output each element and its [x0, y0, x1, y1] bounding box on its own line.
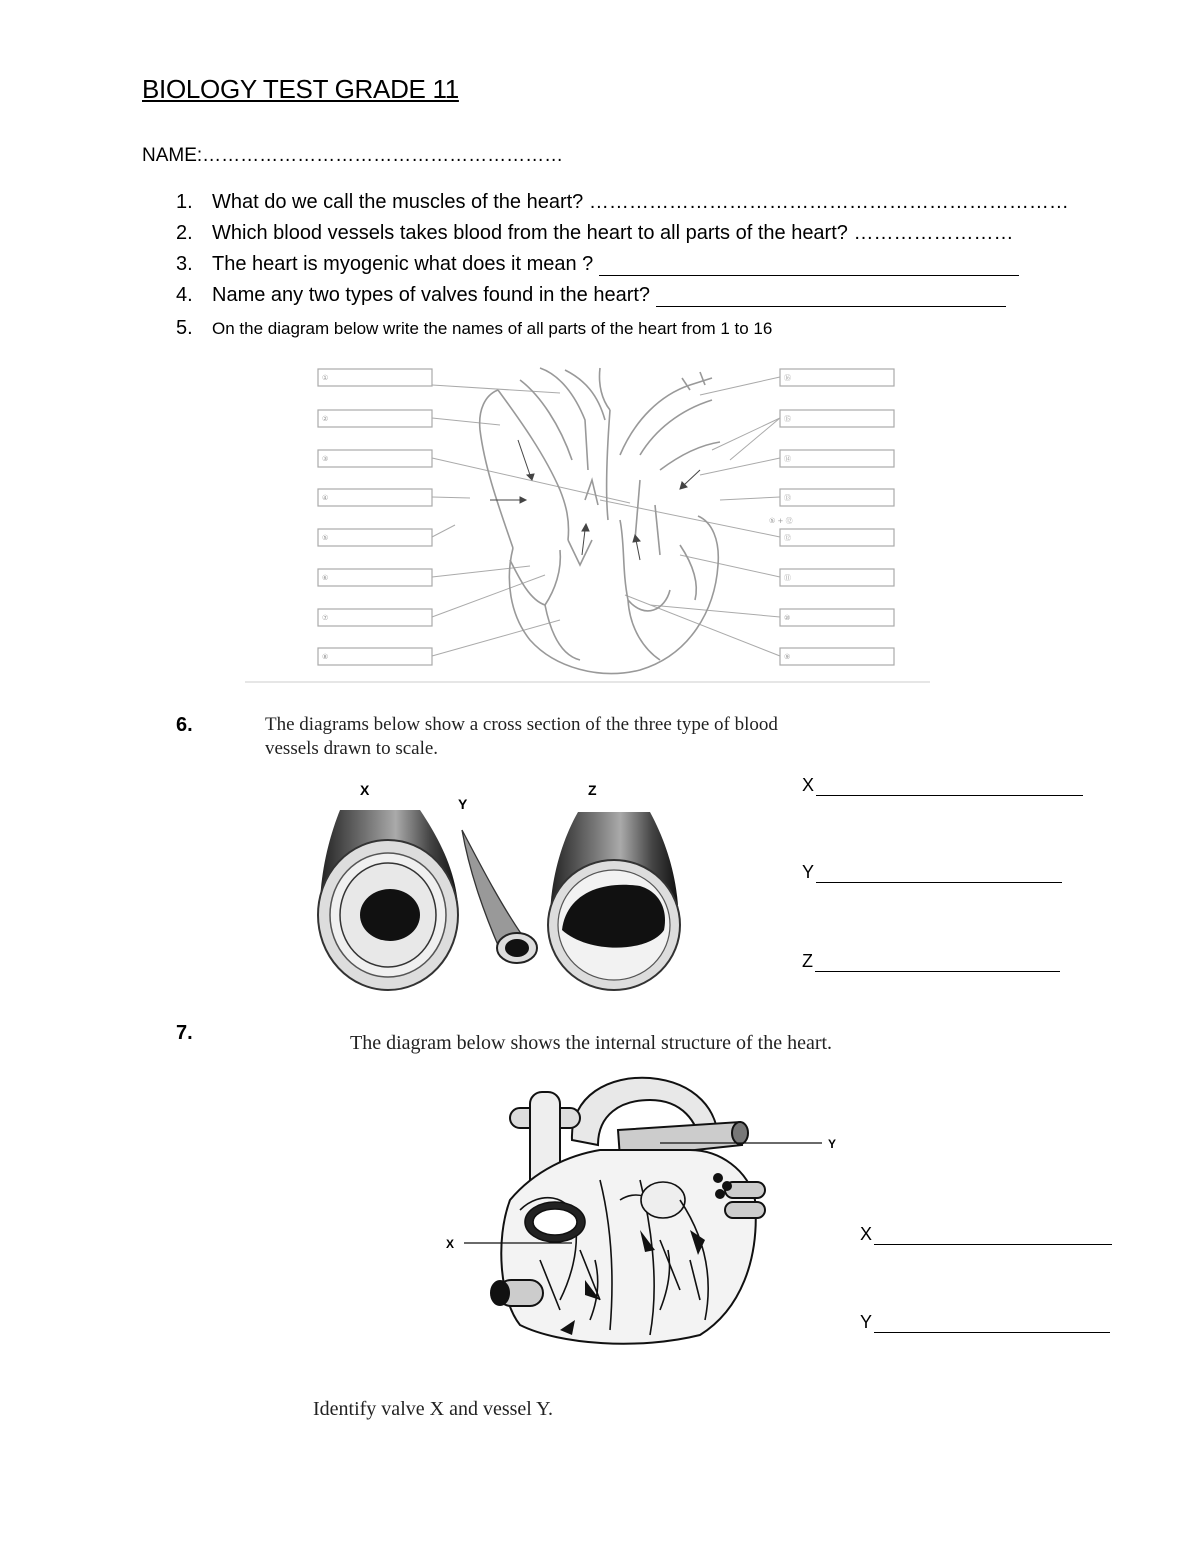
- question-6-number: 6.: [176, 714, 193, 736]
- vessel-label-z: Z: [588, 782, 597, 798]
- answer-label: Z: [802, 951, 813, 971]
- question-number: 3.: [176, 253, 193, 275]
- answer-label: Y: [860, 1312, 873, 1332]
- side-note: ⑤ + ⑫: [769, 517, 793, 525]
- page-title: BIOLOGY TEST GRADE 11: [142, 74, 459, 104]
- question-6-text-line-1: The diagrams below show a cross section of the three type of blood: [265, 714, 778, 735]
- right-label-number: ⑨: [784, 653, 791, 661]
- question-text: The heart is myogenic what does it mean ?: [212, 253, 599, 275]
- left-label-number: ②: [322, 415, 329, 423]
- left-label-number: ③: [322, 455, 329, 463]
- question-number: 5.: [176, 317, 193, 339]
- question-text: Which blood vessels takes blood from the heart to all parts of the heart? ……………………: [212, 222, 1014, 244]
- question-text: Name any two types of valves found in the heart?: [212, 284, 656, 306]
- diagram-label-x: X: [446, 1237, 455, 1251]
- right-label-number: ⑭: [784, 455, 791, 463]
- question-7-number: 7.: [176, 1022, 193, 1044]
- right-label-number: ⑪: [784, 574, 791, 582]
- diagram-label-y: Y: [828, 1137, 837, 1151]
- answer-label: Y: [802, 862, 815, 882]
- answer-label: X: [802, 775, 815, 795]
- question-number: 1.: [176, 191, 193, 213]
- question-7-instruction: Identify valve X and vessel Y.: [313, 1398, 553, 1420]
- question-number: 2.: [176, 222, 193, 244]
- vessel-label-y: Y: [458, 796, 468, 812]
- name-field-label: NAME:…………………………………………………: [142, 145, 564, 166]
- question-6-text-line-2: vessels drawn to scale.: [265, 738, 439, 759]
- question-7-caption: The diagram below shows the internal structure of the heart.: [350, 1032, 833, 1054]
- right-label-number: ⑮: [784, 415, 791, 423]
- answer-label: X: [860, 1224, 873, 1244]
- vessel-label-x: X: [360, 782, 370, 798]
- question-text: What do we call the muscles of the heart? ………………………………………………………………: [212, 191, 1069, 213]
- left-label-number: ⑧: [322, 653, 329, 661]
- left-label-number: ⑦: [322, 614, 329, 622]
- answer-valve-x[interactable]: [860, 1224, 1112, 1245]
- left-label-number: ④: [322, 494, 329, 502]
- right-label-number: ⑫: [784, 534, 791, 542]
- left-label-number: ⑤: [322, 534, 329, 542]
- right-label-number: ⑬: [784, 494, 791, 502]
- left-label-number: ⑥: [322, 574, 329, 582]
- answer-vessel-y[interactable]: [860, 1312, 1110, 1333]
- left-label-number: ①: [322, 374, 329, 382]
- right-label-number: ⑩: [784, 614, 791, 622]
- right-label-number: ⑯: [784, 374, 791, 382]
- question-number: 4.: [176, 284, 193, 306]
- question-text: On the diagram below write the names of all parts of the heart from 1 to 16: [212, 319, 773, 338]
